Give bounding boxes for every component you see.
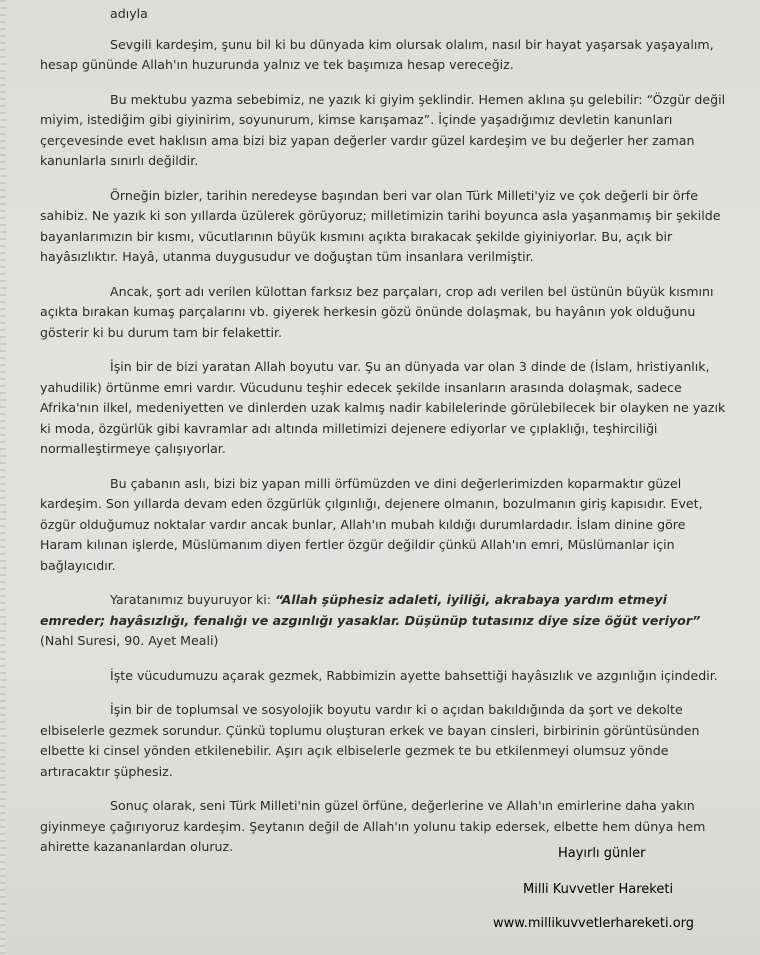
paragraph-3: Örneğin bizler, tarihin neredeyse başından beri var olan Türk Milleti'yiz ve çok değerli bir örfe sahibiz. Ne yazık ki son yıllarda üzülerek görüyoruz; milletimizin tarihi boyunca asla yaşanmamış bir şekilde bayanlarımızın bir kısmı, vücutlarının büyük kısmını açıkta bırakacak şekilde giyiniyorlar. Bu, açık bir hayâsızlıktır. Hayâ, utanma duygusudur ve doğuştan tüm insanlara verilmiştir. — [40, 187, 721, 264]
fragment-top: adıyla — [110, 6, 148, 21]
signature: Milli Kuvvetler Hareketi — [523, 882, 674, 897]
quote-intro: Yaratanımız buyuruyor ki: — [110, 592, 276, 607]
paragraph-8: İşin bir de toplumsal ve sosyolojik boyutu vardır ki o açıdan bakıldığında da şort ve dekolte elbiselerle gezmek sorundur. Çünkü toplumu oluşturan erkek ve bayan cinsleri, birbirinin görüntüsünden elbette ki cinsel yönden etkilenebilir. Aşırı açık elbiselerle gezmek te bu etkilenmeyi olumsuz yönde artıracaktır şüphesiz. — [40, 702, 700, 779]
quote-text: “Allah şüphesiz adaleti, iyiliği, akrabaya yardım etmeyi emreder; hayâsızlığı, fenalığı ve azgınlığı yasaklar. Düşünüp tutasınız diye size öğüt veriyor” — [40, 592, 701, 628]
letter-body — [40, 4, 730, 872]
paragraph-1: Sevgili kardeşim, şunu bil ki bu dünyada kim olursak olalım, nasıl bir hayat yaşarsak yaşayalım, hesap gününde Allah'ın huzurunda yalnız ve tek başımıza hesap vereceğiz. — [40, 36, 714, 72]
paragraph-7: İşte vücudumuzu açarak gezmek, Rabbimizin ayette bahsettiği hayâsızlık ve azgınlığın içindedir. — [110, 667, 718, 683]
paragraph-4: Ancak, şort adı verilen külottan farksız bez parçaları, crop adı verilen bel üstünün büyük kısmını açıkta bırakan kumaş parçalarını vb. giyerek herkesin gözü önünde dolaşmak, bu hayânın yok olduğunu gösterir ki bu durum tam bir felakettir. — [40, 283, 714, 340]
website-link[interactable]: www.millikuvvetlerhareketi.org — [493, 916, 695, 931]
paragraph-2: Bu mektubu yazma sebebimiz, ne yazık ki giyim şeklindir. Hemen aklına şu gelebilir: “Özgür değil miyim, istediğim gibi giyinirim, soyunurum, kimse karışamaz”. İçinde yaşadığımız devletin kanunları çerçevesinde evet haklısın ama bizi biz yapan değerler vardır güzel kardeşim ve bu değerler her zaman kanunlarla sınırlı değildir. — [40, 91, 726, 168]
paragraph-5: İşin bir de bizi yaratan Allah boyutu var. Şu an dünyada var olan 3 dinde de (İslam, hristiyanlık, yahudilik) örtünme emri vardır. Vücudunu teşhir edecek şekilde insanların arasında dolaşmak, sadece Afrika'nın ilkel, medeniyetten ve dinlerden uzak kalmış nadir kabilelerinde görülebilecek bir olayken ne yazık ki moda, özgürlük gibi kavramlar adı altında milletimizi dejenere ediyorlar ve çıplaklığı, teşhirciliği normalleştirmeye çalışıyorlar. — [40, 359, 726, 456]
paragraph-9: Sonuç olarak, seni Türk Milleti'nin güzel örfüne, değerlerine ve Allah'ın emirlerine daha yakın giyinmeye çağırıyoruz kardeşim. Şeytanın değil de Allah'ın yolunu takip edersek, elbette hem dünya hem ahirette kazananlardan oluruz. — [40, 798, 706, 854]
closing: Hayırlı günler — [558, 846, 646, 861]
quote-paragraph — [40, 590, 730, 652]
quote-source: (Nahl Suresi, 90. Ayet Meali) — [40, 633, 219, 648]
paragraph-6: Bu çabanın aslı, bizi biz yapan milli örfümüzden ve dini değerlerimizden koparmaktır güzel kardeşim. Son yıllarda devam eden özgürlük çılgınlığı, dejenere olmanın, bozulmanın giriş kapısıdır. Evet, özgür olduğumuz noktalar vardır ancak bunlar, Allah'ın mubah kıldığı durumlardadır. İslam dinine göre Haram kılınan işlerde, Müslümanım diyen fertler özgür değildir çünkü Allah'ın emri, Müslümanlar için bağlayıcıdır. — [40, 475, 703, 573]
